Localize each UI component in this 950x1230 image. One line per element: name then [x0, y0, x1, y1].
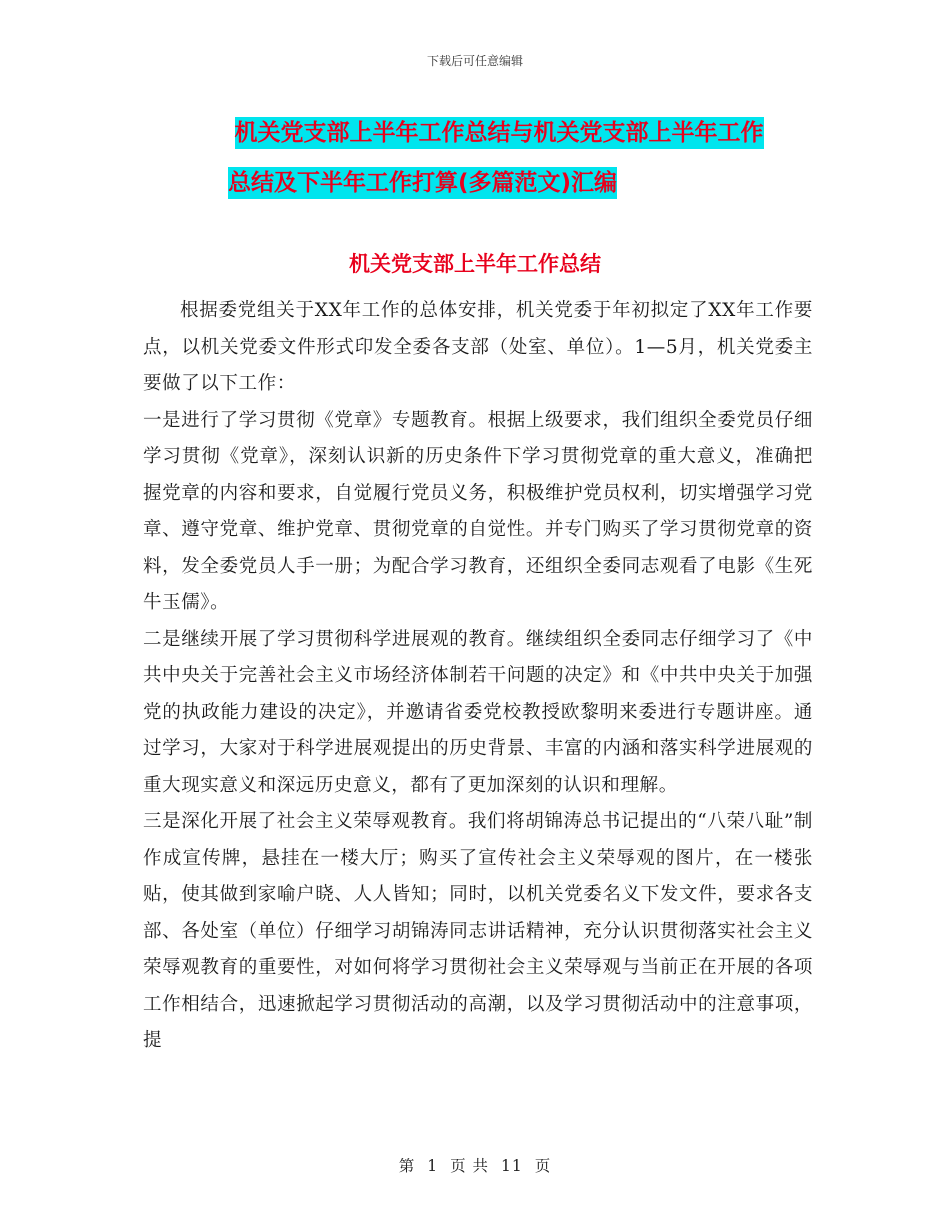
- paragraph-intro: 根据委党组关于XX年工作的总体安排，机关党委于年初拟定了XX年工作要点，以机关党委文件形式印发全委各支部（处室、单位）。1—5月，机关党委主要做了以下工作：: [143, 300, 813, 394]
- page-footer: [0, 1154, 950, 1176]
- footer-prefix: 第: [398, 1157, 416, 1175]
- section-title: 机关党支部上半年工作总结: [349, 252, 601, 276]
- document-title-line-1: 机关党支部上半年工作总结与机关党支部上半年工作: [235, 117, 764, 149]
- paragraph-item-2: 二是继续开展了学习贯彻科学进展观的教育。继续组织全委同志仔细学习了《中共中央关于完善社会主义市场经济体制若干问题的决定》和《中共中央关于加强党的执政能力建设的决定》，并邀请省委党校教授欧黎明来委进行专题讲座。通过学习，大家对于科学进展观提出的历史背景、丰富的内涵和落实科学进展观的重大现实意义和深远历史意义，都有了更加深刻的认识和理解。: [143, 628, 813, 796]
- footer-page-number: 1: [427, 1157, 439, 1175]
- footer-total-pages: 11: [501, 1157, 523, 1175]
- paragraph-item-3: 三是深化开展了社会主义荣辱观教育。我们将胡锦涛总书记提出的“八荣八耻”制作成宣传牌，悬挂在一楼大厅；购买了宣传社会主义荣辱观的图片，在一楼张贴，使其做到家喻户晓、人人皆知；同时，以机关党委名义下发文件，要求各支部、各处室（单位）仔细学习胡锦涛同志讲话精神，充分认识贯彻落实社会主义荣辱观教育的重要性，对如何将学习贯彻社会主义荣辱观与当前正在开展的各项工作相结合，迅速掀起学习贯彻活动的高潮，以及学习贯彻活动中的注意事项，提: [143, 811, 813, 1051]
- document-title-line-2: 总结及下半年工作打算(多篇范文)汇编: [228, 167, 617, 199]
- footer-suffix: 页: [534, 1157, 552, 1175]
- document-body: [143, 293, 813, 1060]
- paragraph-item-1: 一是进行了学习贯彻《党章》专题教育。根据上级要求，我们组织全委党员仔细学习贯彻《党章》，深刻认识新的历史条件下学习贯彻党章的重大意义，准确把握党章的内容和要求，自觉履行党员义务，积极维护党员权利，切实增强学习党章、遵守党章、维护党章、贯彻党章的自觉性。并专门购买了学习贯彻党章的资料，发全委党员人手一册；为配合学习教育，还组织全委同志观看了电影《生死牛玉儒》。: [143, 409, 813, 613]
- document-title: [0, 108, 950, 208]
- footer-mid: 页 共: [450, 1157, 490, 1175]
- header-note: 下载后可任意编辑: [426, 54, 523, 68]
